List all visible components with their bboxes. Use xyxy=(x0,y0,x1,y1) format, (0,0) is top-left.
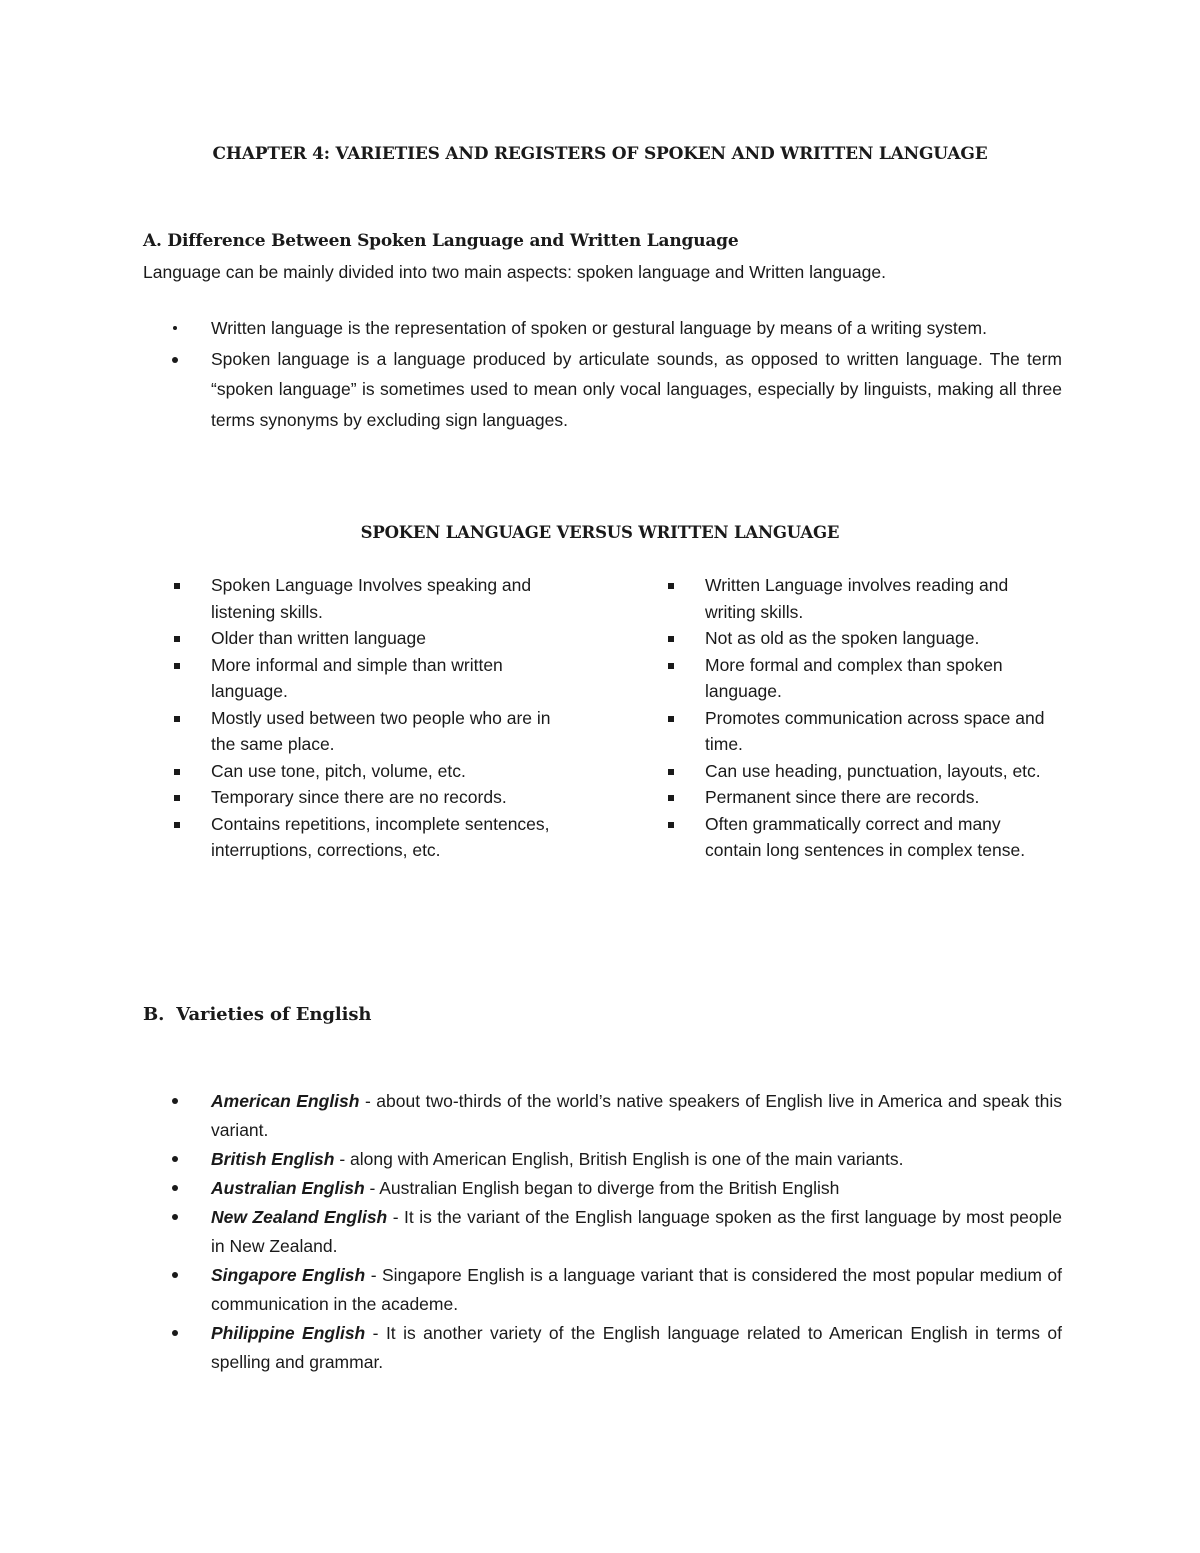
bullet-icon xyxy=(172,1185,178,1191)
section-b-title: Varieties of English xyxy=(176,1004,372,1025)
list-item-text: Promotes communication across space and time. xyxy=(705,707,1045,754)
variety-description: - along with American English, British English is one of the main variants. xyxy=(334,1149,904,1169)
variety-term: New Zealand English xyxy=(211,1207,388,1227)
variety-term: British English xyxy=(211,1149,335,1169)
list-item xyxy=(172,572,552,625)
variety-description: - It is another variety of the English language related to American English in terms of spelling and grammar. xyxy=(211,1323,1062,1372)
list-item xyxy=(172,1145,1062,1174)
list-item-text: Spoken language is a language produced by articulate sounds, as opposed to written language. The term “spoken language” is sometimes used to mean only vocal languages, especially by linguists, making all three terms synonyms by excluding sign languages. xyxy=(211,348,1062,430)
section-b-heading xyxy=(143,1004,371,1025)
bullet-icon xyxy=(172,1214,178,1220)
variety-term: Australian English xyxy=(211,1178,365,1198)
list-item xyxy=(666,784,1046,811)
list-item-text: More formal and complex than spoken language. xyxy=(705,654,1003,701)
bullet-icon xyxy=(172,1272,178,1278)
list-item xyxy=(172,344,1062,436)
square-bullet-icon xyxy=(668,769,674,775)
variety-description: - Australian English began to diverge from the British English xyxy=(364,1178,840,1198)
list-item xyxy=(172,784,552,811)
list-item xyxy=(172,1087,1062,1145)
square-bullet-icon xyxy=(174,663,180,669)
variety-term: American English xyxy=(211,1091,360,1111)
square-bullet-icon xyxy=(668,795,674,801)
list-item xyxy=(172,1319,1062,1377)
variety-term: Singapore English xyxy=(211,1265,366,1285)
list-item xyxy=(172,1261,1062,1319)
list-item xyxy=(666,811,1046,864)
list-item-text: Written Language involves reading and writing skills. xyxy=(705,575,1009,622)
square-bullet-icon xyxy=(668,663,674,669)
varieties-list xyxy=(172,1087,1062,1377)
list-item xyxy=(666,705,1046,758)
list-item-text: Can use heading, punctuation, layouts, etc. xyxy=(705,760,1041,781)
bullet-icon xyxy=(172,1098,178,1104)
list-item-text: Temporary since there are no records. xyxy=(211,787,507,807)
list-item xyxy=(172,705,552,758)
list-item-text: Spoken Language Involves speaking and listening skills. xyxy=(211,575,532,622)
square-bullet-icon xyxy=(668,583,674,589)
chapter-title: CHAPTER 4: VARIETIES AND REGISTERS OF SPOKEN AND WRITTEN LANGUAGE xyxy=(212,144,988,164)
list-item-text: Can use tone, pitch, volume, etc. xyxy=(211,760,466,781)
square-bullet-icon xyxy=(668,822,674,828)
list-item xyxy=(172,811,552,864)
variety-description: - Singapore English is a language variant that is considered the most popular medium of communication in the academe. xyxy=(211,1265,1062,1314)
section-a-heading: A. Difference Between Spoken Language and Written Language xyxy=(143,231,739,251)
list-item xyxy=(172,313,1062,344)
spoken-language-column xyxy=(172,572,552,864)
square-bullet-icon xyxy=(174,636,180,642)
bullet-icon xyxy=(173,326,177,330)
list-item-text: Permanent since there are records. xyxy=(705,787,980,807)
list-item xyxy=(172,652,552,705)
list-item-text: Not as old as the spoken language. xyxy=(705,628,980,648)
list-item xyxy=(172,1203,1062,1261)
list-item xyxy=(666,572,1046,625)
section-a-bullet-list xyxy=(172,313,1062,435)
list-item xyxy=(666,625,1046,652)
list-item-text: Contains repetitions, incomplete sentences, interruptions, corrections, etc. xyxy=(211,813,550,860)
list-item-text: Often grammatically correct and many contain long sentences in complex tense. xyxy=(705,813,1026,860)
square-bullet-icon xyxy=(174,795,180,801)
list-item xyxy=(172,1174,1062,1203)
square-bullet-icon xyxy=(668,716,674,722)
square-bullet-icon xyxy=(174,583,180,589)
variety-term: Philippine English xyxy=(211,1323,366,1343)
list-item xyxy=(666,758,1046,785)
list-item-text: More informal and simple than written language. xyxy=(211,654,503,701)
written-language-column xyxy=(666,572,1046,864)
square-bullet-icon xyxy=(174,769,180,775)
list-item-text: Written language is the representation of spoken or gestural language by means of a writing system. xyxy=(211,318,987,338)
comparison-title: SPOKEN LANGUAGE VERSUS WRITTEN LANGUAGE xyxy=(360,523,840,542)
list-item-text: Older than written language xyxy=(211,628,426,648)
square-bullet-icon xyxy=(174,716,180,722)
list-item xyxy=(172,625,552,652)
square-bullet-icon xyxy=(174,822,180,828)
list-item xyxy=(172,758,552,785)
bullet-icon xyxy=(172,1156,178,1162)
list-item xyxy=(666,652,1046,705)
bullet-icon xyxy=(172,357,178,363)
section-b-letter: B. xyxy=(143,1004,165,1025)
variety-description: - It is the variant of the English language spoken as the first language by most people in New Zealand. xyxy=(211,1207,1062,1256)
square-bullet-icon xyxy=(668,636,674,642)
bullet-icon xyxy=(172,1330,178,1336)
section-a-intro: Language can be mainly divided into two main aspects: spoken language and Written language. xyxy=(143,262,886,282)
variety-description: - about two-thirds of the world’s native speakers of English live in America and speak this variant. xyxy=(211,1091,1062,1140)
list-item-text: Mostly used between two people who are in the same place. xyxy=(211,707,551,754)
